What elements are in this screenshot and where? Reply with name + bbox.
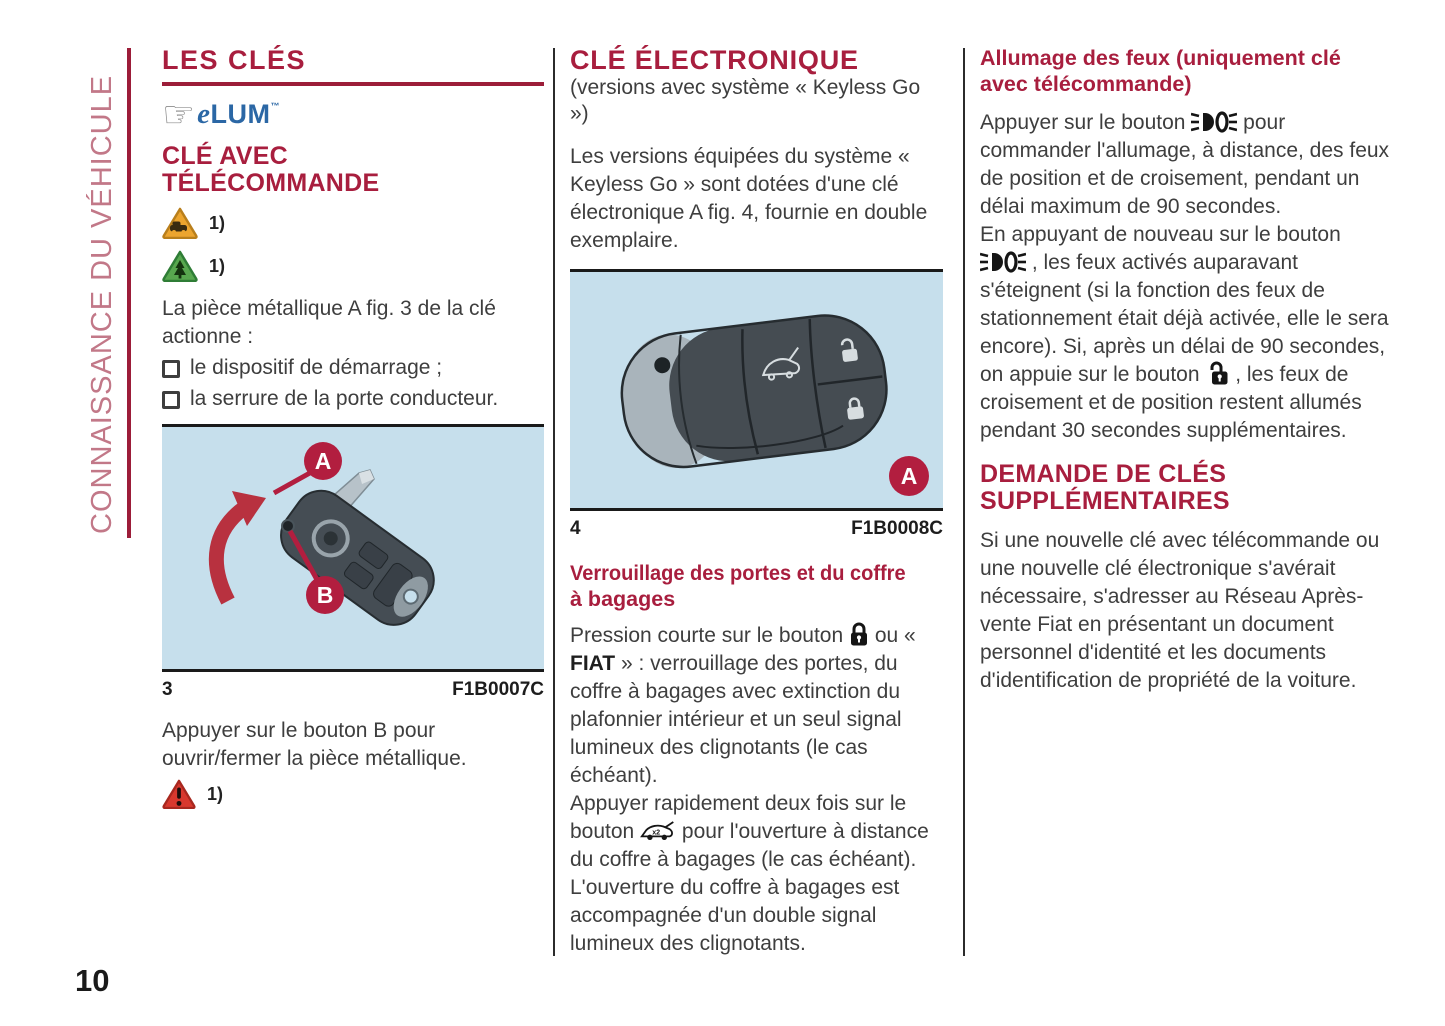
section-heading-remote-key: CLÉ AVEC TÉLÉCOMMANDE: [162, 142, 380, 197]
figure-4-caption: [570, 511, 943, 540]
outro-paragraph: Appuyer sur le bouton B pour ouvrir/fermer la pièce métallique.: [162, 719, 467, 770]
column-divider-right: [963, 48, 965, 956]
column-lights-and-spare-keys: [980, 45, 1392, 695]
lock-open-icon: [1205, 361, 1229, 385]
svg-text:x2: x2: [652, 827, 661, 837]
locking-paragraph: Pression courte sur le bouton ou « FIAT » : verrouillage des portes, du coffre à bagages avec extinction du plafonnier intérieur et un seul signal lumineux des clignotants (le cas échéant).: [570, 624, 916, 787]
column-divider-left: [553, 48, 555, 956]
section-title-electronic-key: CLÉ ÉLECTRONIQUE: [570, 45, 859, 75]
trunk-open-paragraph: Appuyer rapidement deux fois sur le bouton x2 pour l'ouverture à distance du coffre à bagages (le cas échéant). L'ouverture du coffre à bagages est accompagnée d'un double signal lumineux des clignotants.: [570, 792, 929, 955]
figure-3-caption: [162, 672, 544, 701]
position-lights-icon: [1191, 111, 1237, 133]
intro-paragraph: La pièce métallique A fig. 3 de la clé actionne :: [162, 297, 496, 348]
warning-ref-row: [162, 206, 544, 240]
additional-keys-paragraph: Si une nouvelle clé avec télécommande ou une nouvelle clé électronique s'avérait nécessaire, s'adresser au Réseau Après-vente Fiat en présentant un document personnel d'identité et les documents d'identification de propriété de la voiture.: [980, 529, 1380, 692]
page-title: LES CLÉS: [162, 45, 307, 75]
keyless-fob-illustration: [570, 272, 943, 508]
list-item: le dispositif de démarrage ;: [162, 354, 544, 382]
column-electronic-key: [570, 45, 943, 958]
figure-4-keyless-fob: [570, 269, 943, 511]
section-subtitle: (versions avec système « Keyless Go »): [570, 76, 921, 125]
warning-ref: 1): [209, 255, 226, 276]
intro-paragraph: Les versions équipées du système « Keyless Go » sont dotées d'une clé électronique A fig. 4, fournie en double exemplaire.: [570, 145, 928, 252]
label-a-text: A: [314, 448, 332, 474]
warning-triangle-car-icon: [162, 207, 198, 239]
elum-e: e: [197, 97, 211, 130]
elum-logo: ☞ eLUM™: [162, 92, 280, 136]
chapter-rule: [127, 48, 131, 538]
label-b-text: B: [316, 582, 334, 608]
lock-closed-icon: [849, 622, 869, 646]
trunk-open-icon: [640, 820, 676, 842]
flip-key-illustration: [162, 427, 544, 669]
elum-trademark: ™: [270, 100, 280, 111]
lights-paragraph-1: Appuyer sur le bouton pour commander l'allumage, à distance, des feux de position et de croisement, pendant un délai maximum de 90 secondes.: [980, 111, 1390, 218]
warning-ref-row: [162, 777, 544, 811]
warning-ref-row: [162, 249, 544, 283]
fiat-button-label: FIAT: [570, 652, 616, 675]
warning-ref: 1): [207, 783, 224, 804]
figure-code: F1B0007C: [452, 679, 544, 700]
square-bullet-icon: [162, 391, 180, 409]
figure-number: 4: [570, 518, 581, 539]
position-lights-icon: [980, 251, 1026, 273]
square-bullet-icon: [162, 360, 180, 378]
warning-triangle-exclamation-icon: [162, 779, 196, 809]
list-item: la serrure de la porte conducteur.: [162, 385, 544, 413]
page-number: 10: [75, 963, 110, 998]
figure-3-flip-key: [162, 424, 544, 672]
figure-code: F1B0008C: [851, 518, 943, 539]
chapter-vertical-label: CONNAISSANCE DU VÉHICULE: [86, 74, 118, 534]
subheading-locking: Verrouillage des portes et du coffre à bagages: [570, 561, 906, 611]
lights-paragraph-2: En appuyant de nouveau sur le bouton , les feux activés auparavant s'éteignent (si la fonction des feux de stationnement était déjà activée, elle le sera encore). Si, après un délai de 90 secondes, on appuie sur le bouton , les feux de croisement et de position restent allumés pendant 30 secondes supplémentaires.: [980, 223, 1389, 442]
warning-ref: 1): [209, 212, 226, 233]
pointing-hand-icon: ☞: [162, 92, 196, 136]
label-a-text: A: [900, 463, 918, 489]
column-keys: [162, 45, 544, 811]
warning-triangle-tree-icon: [162, 250, 198, 282]
title-rule: [162, 82, 544, 86]
section-heading-additional-keys: DEMANDE DE CLÉS SUPPLÉMENTAIRES: [980, 460, 1230, 515]
subheading-lights: Allumage des feux (uniquement clé avec télécommande): [980, 46, 1341, 96]
figure-number: 3: [162, 679, 173, 700]
